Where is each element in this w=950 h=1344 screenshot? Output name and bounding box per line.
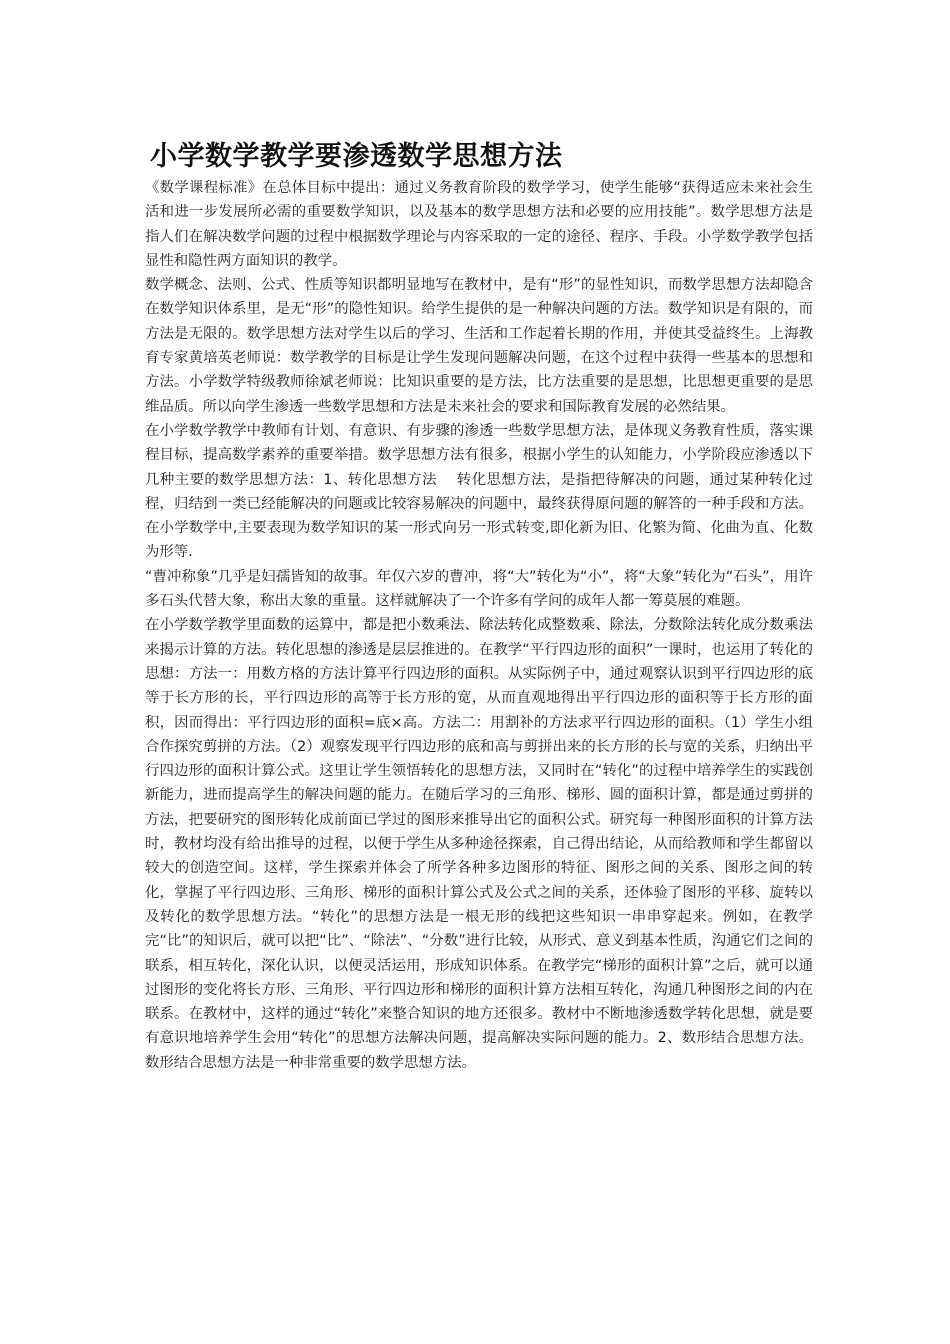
paragraph: 在小学数学教学里面数的运算中，都是把小数乘法、除法转化成整数乘、除法，分数除法转化成分数乘法来揭示计算的方法。转化思想的渗透是层层推进的。在教学“平行四边形的面积”一课时，也运用了转化的思想：方法一：用数方格的方法计算平行四边形的面积。从实际例子中，通过观察认识到平行四边形的底等于长方形的长，平行四边形的高等于长方形的宽，从而直观地得出平行四边形的面积等于长方形的面积，因而得出：平行四边形的面积=底×高。方法二：用割补的方法求平行四边形的面积。（1）学生小组合作探究剪拼的方法。（2）观察发现平行四边形的底和高与剪拼出来的长方形的长与宽的关系，归纳出平行四边形的面积计算公式。这里让学生领悟转化的思想方法，又同时在“转化”的过程中培养学生的实践创新能力，进而提高学生的解决问题的能力。在随后学习的三角形、梯形、圆的面积计算，都是通过剪拼的方法，把要研究的图形转化成前面已学过的图形来推导出它的面积公式。研究每一种图形面积的计算方法时，教材均没有给出推导的过程，以便于学生从多种途径探索，自己得出结论，从而给教师和学生都留以较大的创造空间。这样，学生探索并体会了所学各种多边图形的特征、图形之间的关系、图形之间的转化，掌握了平行四边形、三角形、梯形的面积计算公式及公式之间的关系，还体验了图形的平移、旋转以及转化的数学思想方法。“转化”的思想方法是一根无形的线把这些知识一串串穿起来。例如，在教学完“比”的知识后，就可以把“比”、“除法”、“分数”进行比较，从形式、意义到基本性质，沟通它们之间的联系，相互转化，深化认识，以便灵活运用，形成知识体系。在教学完“梯形的面积计算”之后，就可以通过图形的变化将长方形、三角形、平行四边形和梯形的面积计算方法相互转化，沟通几种图形之间的内在联系。在教材中，这样的通过“转化”来整合知识的地方还很多。教材中不断地渗透数学转化思想，就是要有意识地培养学生会用“转化”的思想方法解决问题，提高解决实际问题的能力。2、数形结合思想方法。数形结合思想方法是一种非常重要的数学思想方法。	[145, 617, 813, 1071]
document-body	[145, 176, 813, 1075]
document-title: 小学数学教学要渗透数学思想方法	[150, 141, 563, 172]
paragraph: 《数学课程标准》在总体目标中提出：通过义务教育阶段的数学学习，使学生能够“获得适应未来社会生活和进一步发展所必需的重要数学知识，以及基本的数学思想方法和必要的应用技能”。数学思想方法是指人们在解决数学问题的过程中根据数学理论与内容采取的一定的途径、程序、手段。小学数学教学包括显性和隐性两方面知识的教学。	[145, 180, 813, 269]
paragraph: “曹冲称象”几乎是妇孺皆知的故事。年仅六岁的曹冲，将“大”转化为“小”，将“大象”转化为“石头”，用许多石头代替大象，称出大象的重量。这样就解决了一个许多有学问的成年人都一筹莫展的难题。	[145, 568, 813, 610]
paragraph: 数学概念、法则、公式、性质等知识都明显地写在教材中，是有“形”的显性知识，而数学思想方法却隐含在数学知识体系里，是无“形”的隐性知识。给学生提供的是一种解决问题的方法。数学知识是有限的，而方法是无限的。数学思想方法对学生以后的学习、生活和工作起着长期的作用，并使其受益终生。上海教育专家黄培英老师说：数学教学的目标是让学生发现问题解决问题，在这个过程中获得一些基本的思想和方法。小学数学特级教师徐斌老师说：比知识重要的是方法，比方法重要的是思想，比思想更重要的是思维品质。所以向学生渗透一些数学思想和方法是未来社会的要求和国际教育发展的必然结果。	[145, 277, 813, 415]
paragraph: 在小学数学教学中教师有计划、有意识、有步骤的渗透一些数学思想方法，是体现义务教育性质，落实课程目标，提高数学素养的重要举措。数学思想方法有很多，根据小学生的认知能力，小学阶段应渗透以下几种主要的数学思想方法：1、转化思想方法 转化思想方法，是指把待解决的问题，通过某种转化过程，归结到一类已经能解决的问题或比较容易解决的问题中，最终获得原问题的解答的一种手段和方法。在小学数学中,主要表现为数学知识的某一形式向另一形式转变,即化新为旧、化繁为简、化曲为直、化数为形等.	[145, 422, 813, 561]
